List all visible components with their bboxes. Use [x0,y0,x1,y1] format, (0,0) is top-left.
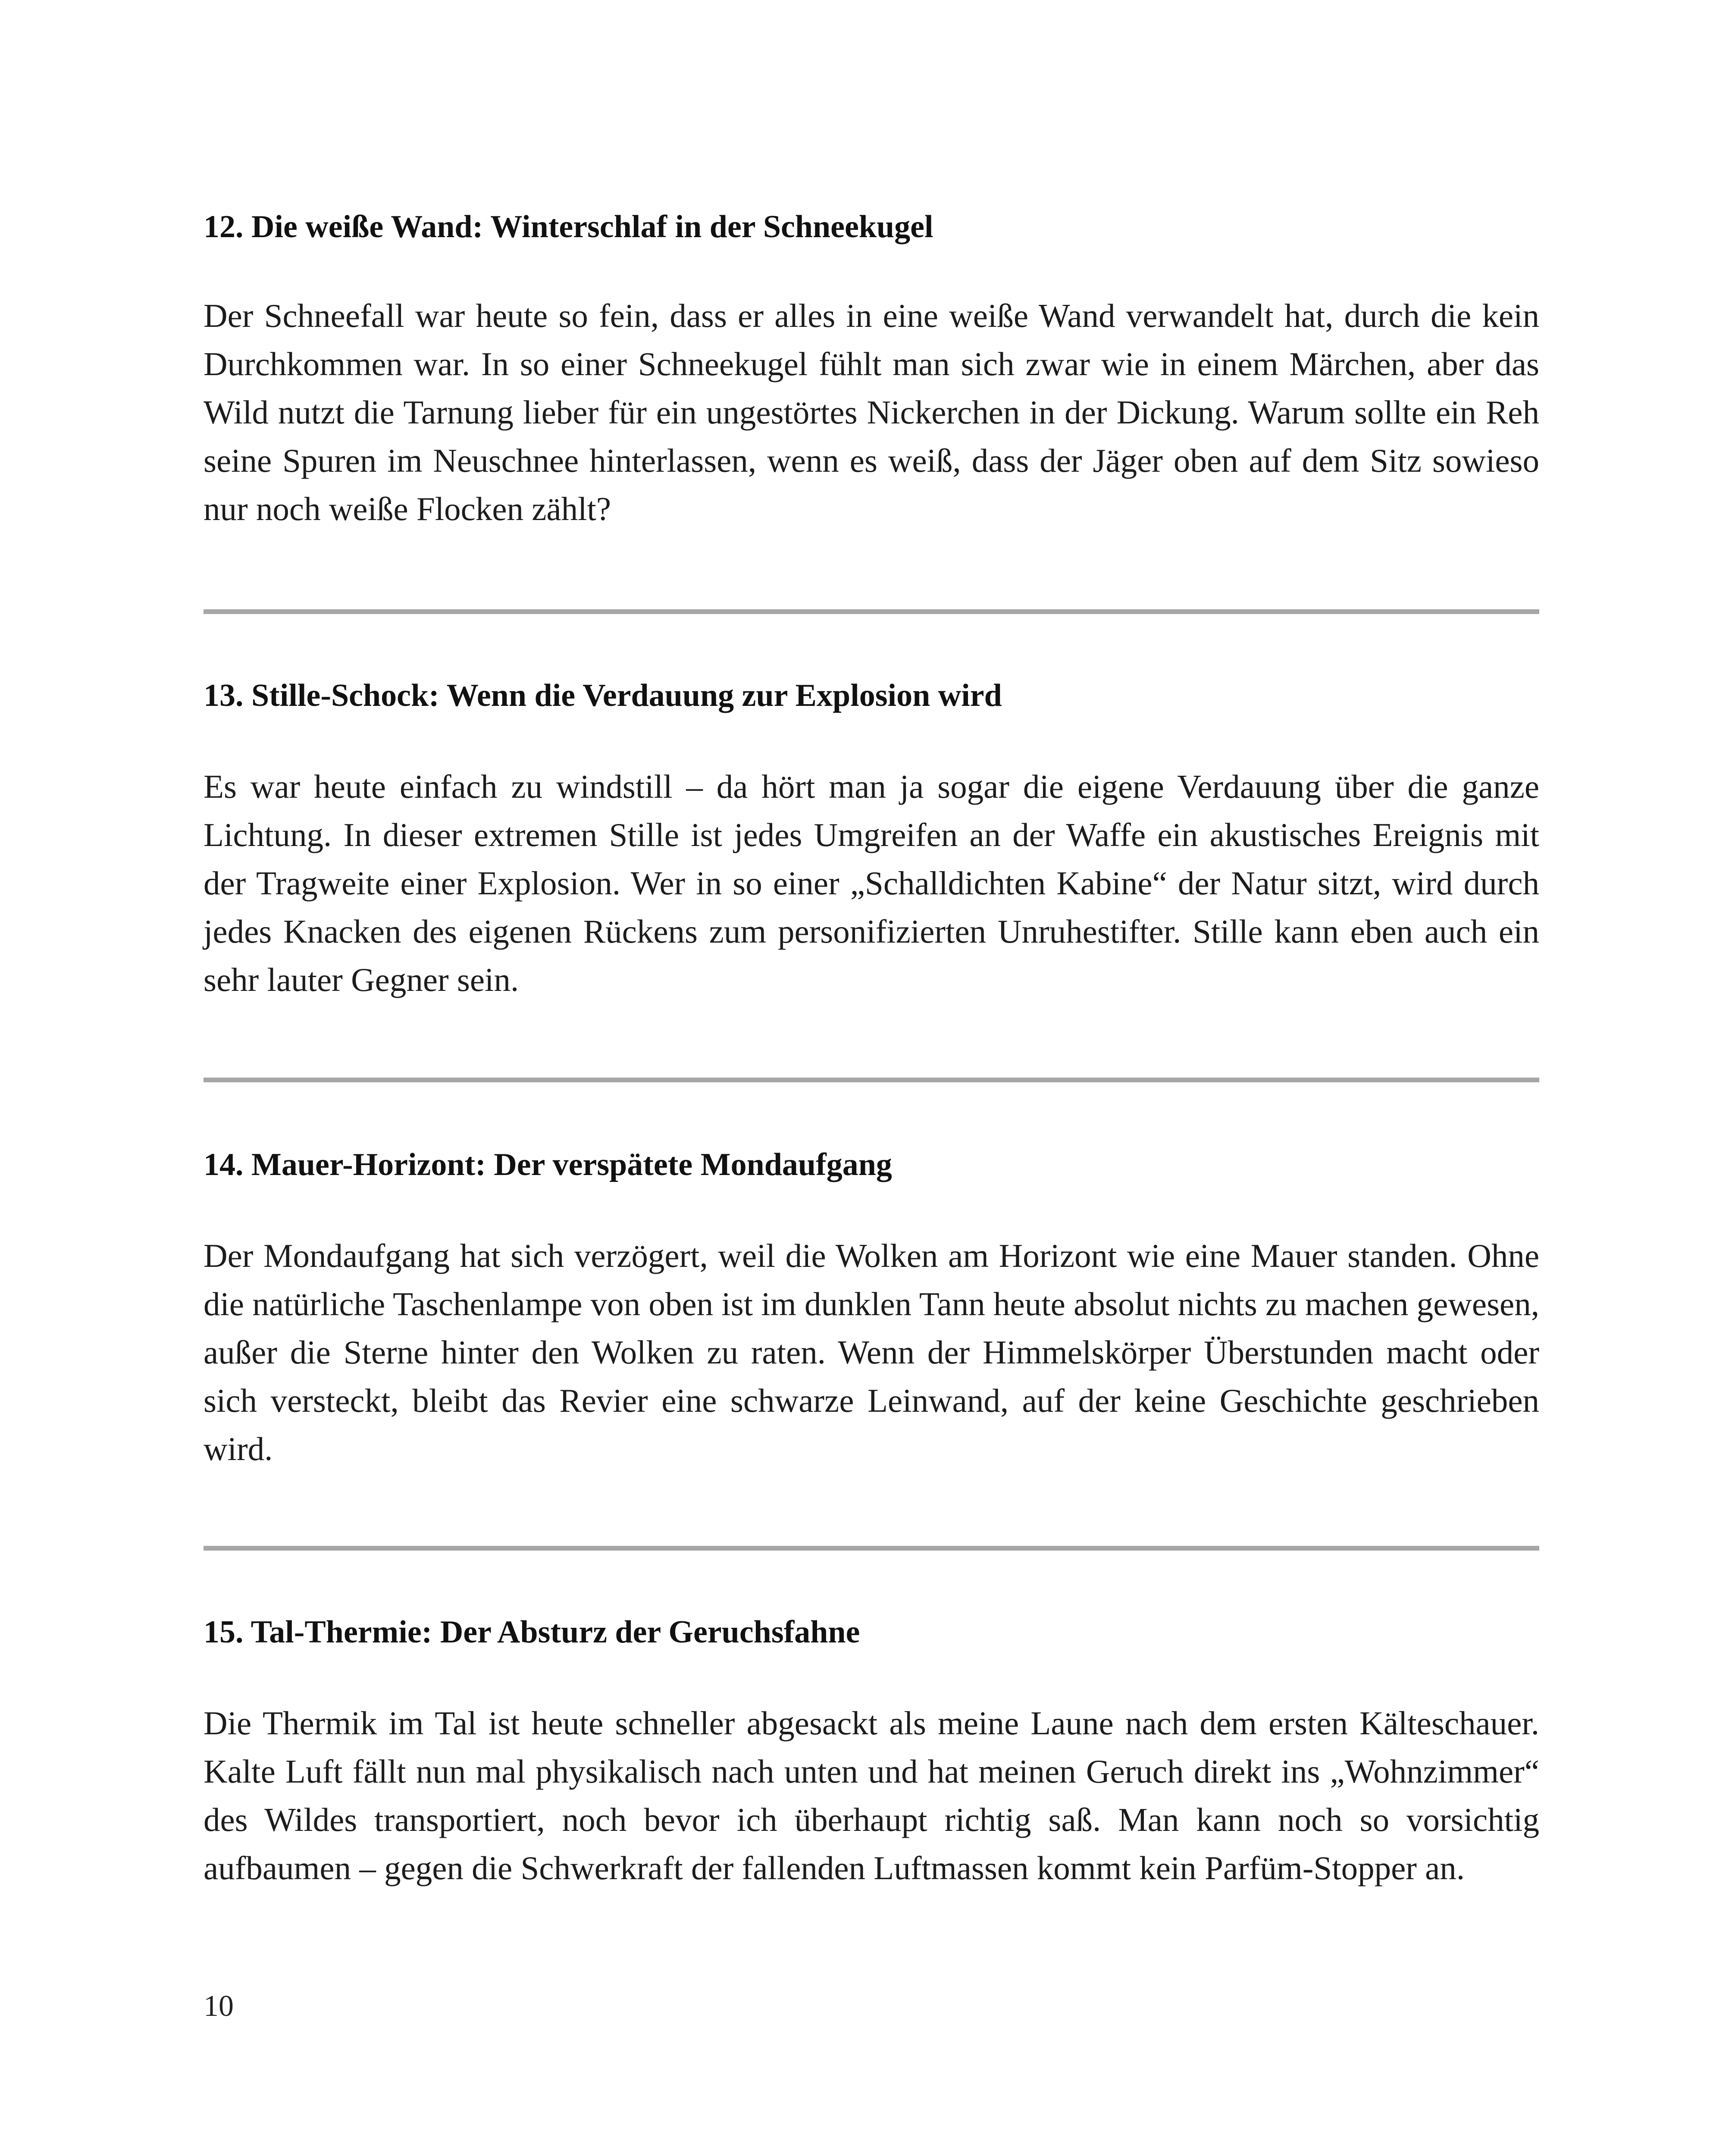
section-body: Es war heute einfach zu windstill – da hört man ja sogar die eigene Verdauung über die ganze Lichtung. In dieser extremen Stille ist jedes Umgreifen an der Waffe ein akustisches Ereignis mit der Tragweite einer Explosion. Wer in so einer „Schalldichten Kabine“ der Natur sitzt, wird durch jedes Knacken des eigenen Rückens zum personifizierten Unruhestifter. Stille kann eben auch ein sehr lauter Gegner sein. [204,768,1539,998]
section-heading: 14. Mauer-Horizont: Der verspätete Mondaufgang [204,1147,892,1182]
section-14 [204,1143,1539,1467]
section-heading: 12. Die weiße Wand: Winterschlaf in der Schneekugel [204,209,933,244]
page-number: 10 [204,1990,234,2023]
section-body: Der Schneefall war heute so fein, dass er alles in eine weiße Wand verwandelt hat, durch die kein Durchkommen war. In so einer Schneekugel fühlt man sich zwar wie in einem Märchen, aber das Wild nutzt die Tarnung lieber für ein ungestörtes Nickerchen in der Dickung. Warum sollte ein Reh seine Spuren im Neuschnee hinterlassen, wenn es weiß, dass der Jäger oben auf dem Sitz sowieso nur noch weiße Flocken zählt? [204,297,1539,527]
section-divider [204,609,1539,614]
section-divider [204,1546,1539,1551]
section-heading: 15. Tal-Thermie: Der Absturz der Geruchsfahne [204,1614,860,1650]
section-12 [204,205,1539,527]
section-body: Die Thermik im Tal ist heute schneller abgesackt als meine Laune nach dem ersten Kälteschauer. Kalte Luft fällt nun mal physikalisch nach unten und hat meinen Geruch direkt ins „Wohnzimmer“ des Wildes transportiert, noch bevor ich überhaupt richtig saß. Man kann noch so vorsichtig aufbaumen – gegen die Schwerkraft der fallenden Luftmassen kommt kein Parfüm-Stopper an. [204,1705,1539,1887]
section-heading: 13. Stille-Schock: Wenn die Verdauung zur Explosion wird [204,678,1002,713]
section-13 [204,674,1539,998]
section-body: Der Mondaufgang hat sich verzögert, weil die Wolken am Horizont wie eine Mauer standen. Ohne die natürliche Taschenlampe von oben ist im dunklen Tann heute absolut nichts zu machen gewesen, außer die Sterne hinter den Wolken zu raten. Wenn der Himmelskörper Überstunden macht oder sich versteckt, bleibt das Revier eine schwarze Leinwand, auf der keine Geschichte geschrieben wird. [204,1237,1539,1467]
section-15 [204,1611,1539,1887]
section-divider [204,1078,1539,1082]
